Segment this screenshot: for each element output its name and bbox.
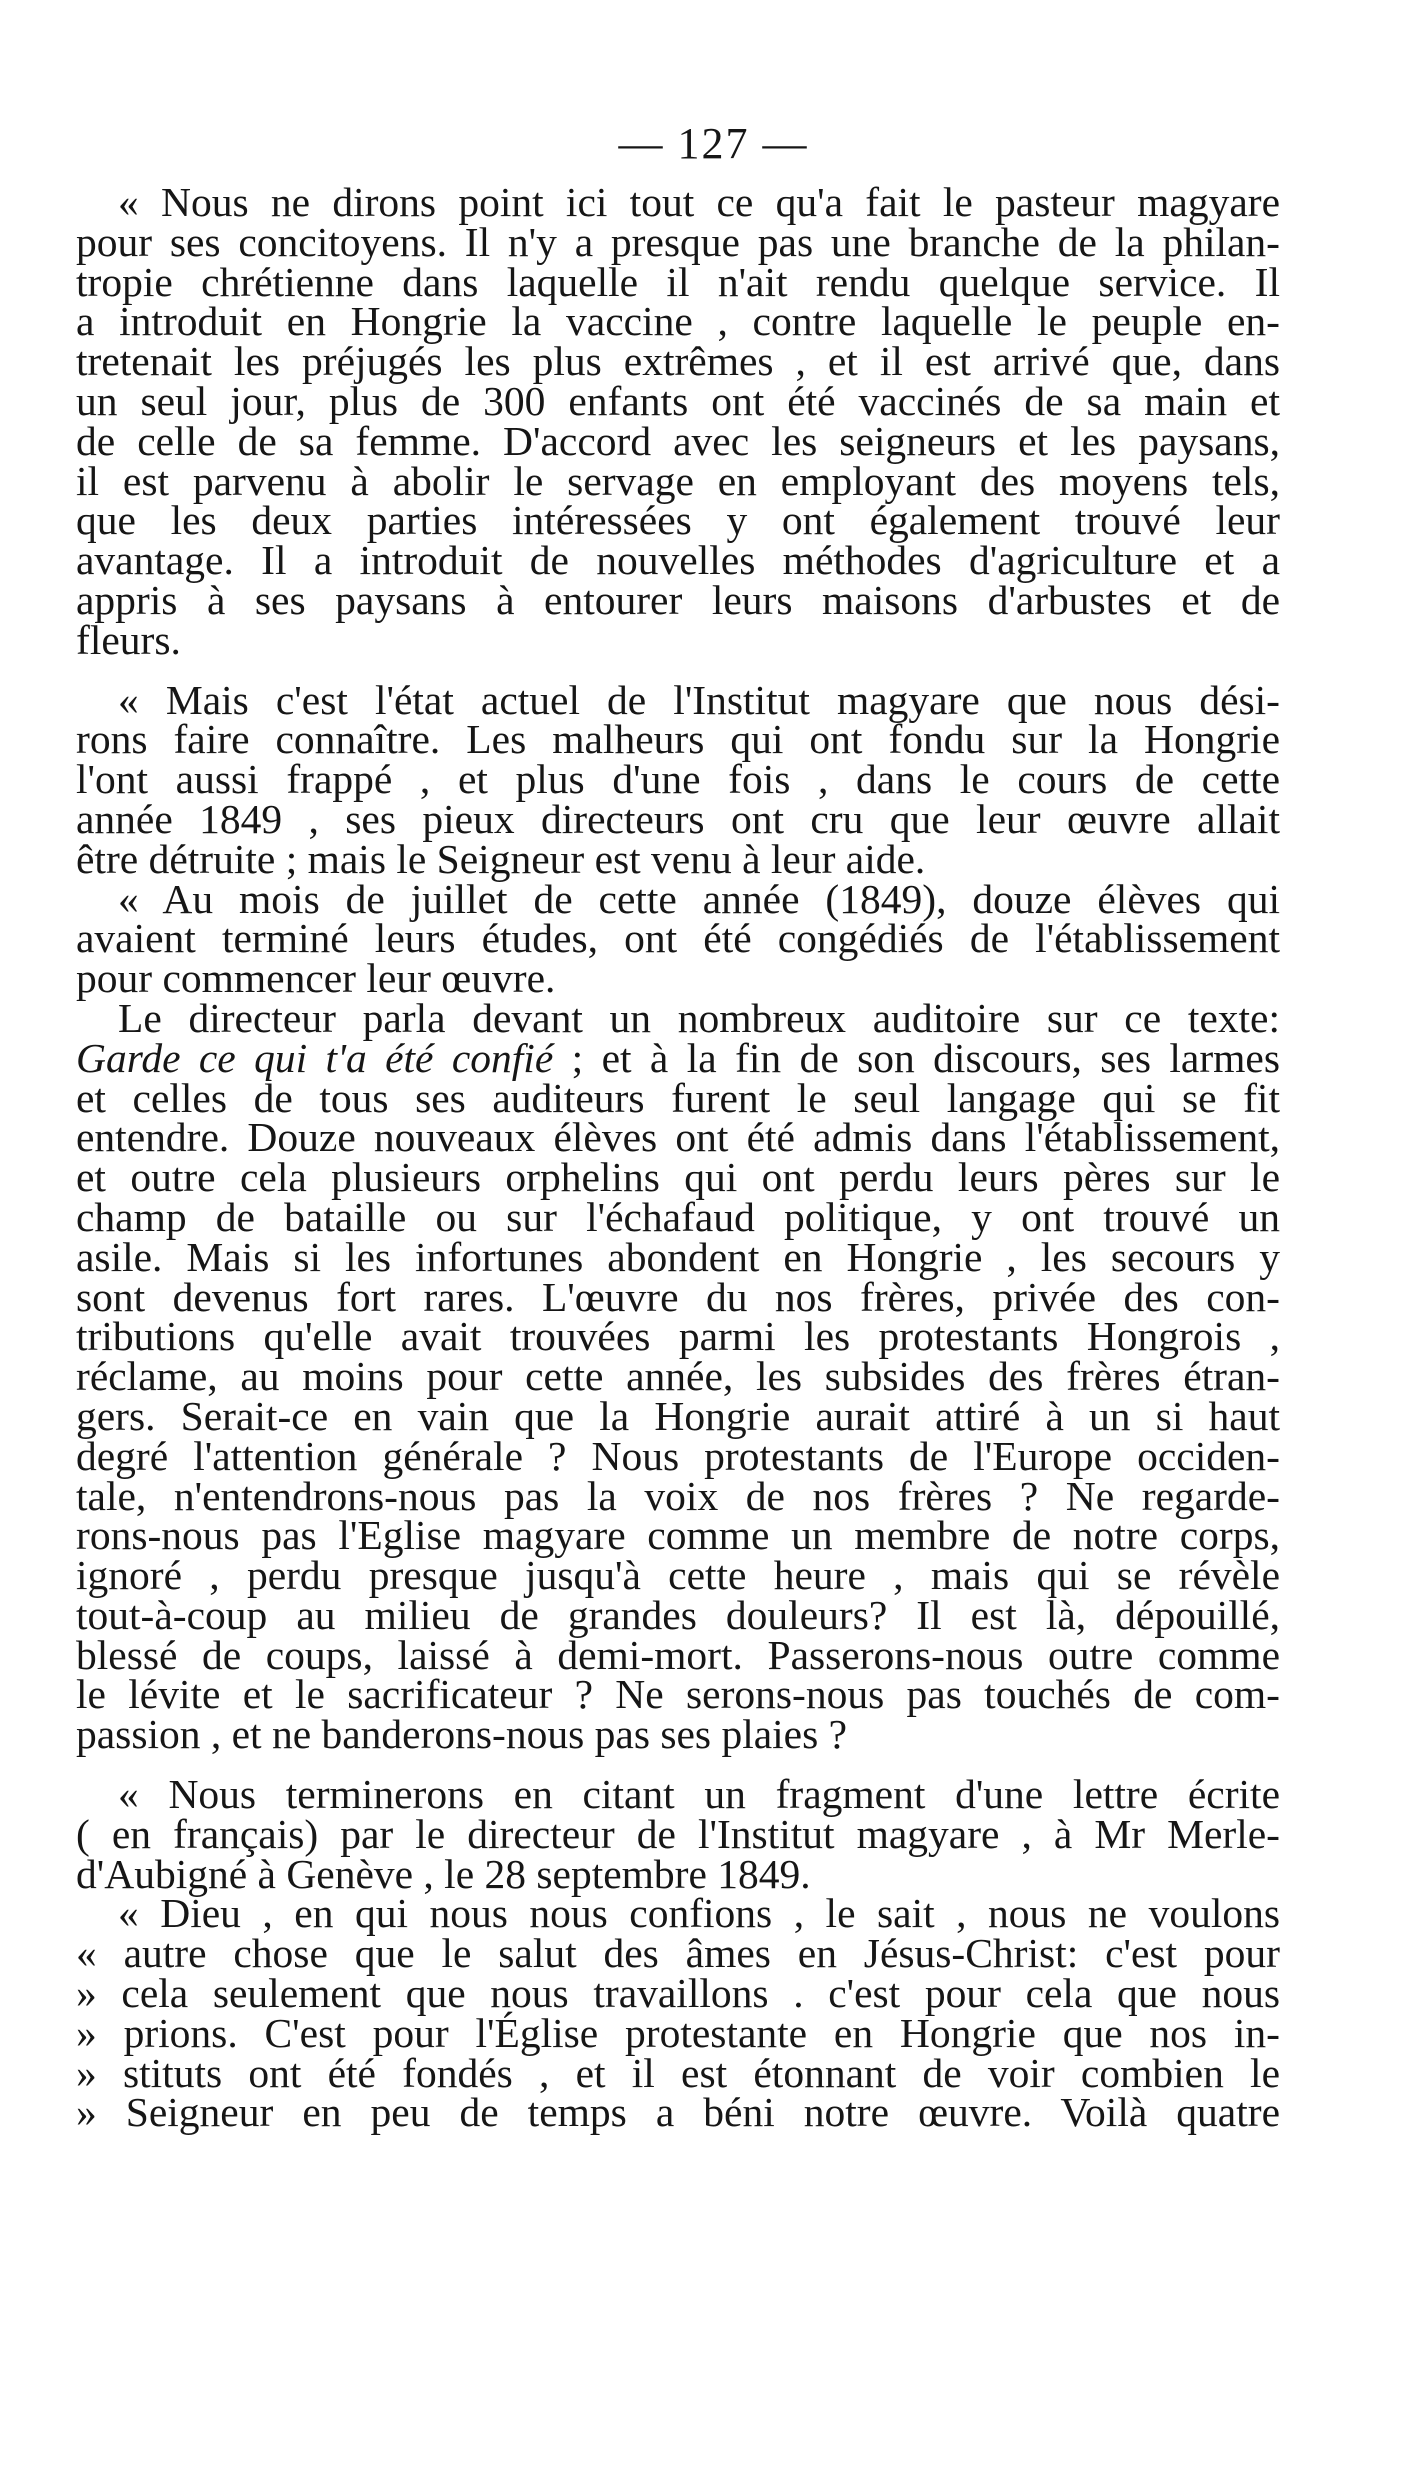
text-line: a introduit en Hongrie la vaccine , contre laquelle le peuple en- (76, 298, 1280, 345)
text-line: rons faire connaître. Les malheurs qui ont fondu sur la Hongrie (76, 716, 1280, 763)
text-line: passion , et ne banderons-nous pas ses plaies ? (76, 1711, 848, 1758)
text-line: que les deux parties intéressées y ont également trouvé leur (76, 497, 1280, 544)
text-line: « Mais c'est l'état actuel de l'Institut magyare que nous dési- (118, 676, 1280, 723)
text-line: champ de bataille ou sur l'échafaud politique, y ont trouvé un (76, 1193, 1280, 1240)
text-line: tout-à-coup au milieu de grandes douleurs? Il est là, dépouillé, (76, 1591, 1280, 1638)
text-line: le lévite et le sacrificateur ? Ne serons-nous pas touchés de com- (76, 1671, 1280, 1718)
text-line: degré l'attention générale ? Nous protestants de l'Europe occiden- (76, 1432, 1280, 1479)
text-line: asile. Mais si les infortunes abondent en Hongrie , les secours y (76, 1233, 1280, 1280)
text-line: un seul jour, plus de 300 enfants ont été vaccinés de sa main et (76, 377, 1280, 424)
page-number: — 127 — (618, 119, 809, 168)
text-line: et outre cela plusieurs orphelins qui ont perdu leurs pères sur le (76, 1154, 1280, 1201)
text-line: il est parvenu à abolir le servage en employant des moyens tels, (76, 457, 1280, 504)
text-line: avaient terminé leurs études, ont été congédiés de l'établissement (76, 915, 1280, 962)
text-line: année 1849 , ses pieux directeurs ont cru que leur œuvre allait (76, 795, 1280, 842)
text-line: » prions. C'est pour l'Église protestante en Hongrie que nos in- (76, 2009, 1280, 2056)
text-line: être détruite ; mais le Seigneur est venu à leur aide. (76, 835, 926, 882)
text-line: » stituts ont été fondés , et il est étonnant de voir combien le (76, 2049, 1280, 2096)
text-line: réclame, au moins pour cette année, les subsides des frères étran- (76, 1353, 1280, 1400)
text-line: « Dieu , en qui nous nous confions , le sait , nous ne voulons (118, 1890, 1280, 1937)
text-line: « Nous terminerons en citant un fragment d'une lettre écrite (118, 1771, 1280, 1818)
text-line: d'Aubigné à Genève , le 28 septembre 1849. (76, 1850, 811, 1897)
text-line: « Au mois de juillet de cette année (1849), douze élèves qui (118, 875, 1280, 922)
text-line: appris à ses paysans à entourer leurs maisons d'arbustes et de (76, 576, 1280, 623)
text-line: pour ses concitoyens. Il n'y a presque pas une branche de la philan- (76, 218, 1280, 265)
text-line: ( en français) par le directeur de l'Institut magyare , à Mr Merle- (76, 1810, 1280, 1857)
text-line: tropie chrétienne dans laquelle il n'ait rendu quelque service. Il (76, 258, 1280, 305)
text-line: Garde ce qui t'a été confié ; et à la fin de son discours, ses larmes (76, 1034, 1280, 1081)
text-line: et celles de tous ses auditeurs furent le seul langage qui se fit (76, 1074, 1280, 1121)
text-line: rons-nous pas l'Eglise magyare comme un membre de notre corps, (76, 1512, 1280, 1559)
text-line: l'ont aussi frappé , et plus d'une fois , dans le cours de cette (76, 756, 1280, 803)
text-line: » Seigneur en peu de temps a béni notre œuvre. Voilà quatre (76, 2089, 1280, 2136)
text-line: sont devenus fort rares. L'œuvre du nos frères, privée des con- (76, 1273, 1280, 1320)
text-line: « Nous ne dirons point ici tout ce qu'a fait le pasteur magyare (118, 179, 1280, 225)
text-line: ignoré , perdu presque jusqu'à cette heure , mais qui se révèle (76, 1552, 1280, 1599)
text-line: gers. Serait-ce en vain que la Hongrie aurait attiré à un si haut (76, 1392, 1280, 1439)
text-line: blessé de coups, laissé à demi-mort. Passerons-nous outre comme (76, 1631, 1280, 1678)
text-line: Le directeur parla devant un nombreux auditoire sur ce texte: (118, 994, 1280, 1041)
body-text (76, 179, 1280, 2136)
text-line: tretenait les préjugés les plus extrêmes , et il est arrivé que, dans (76, 338, 1280, 385)
text-line: » cela seulement que nous travaillons . c'est pour cela que nous (76, 1970, 1280, 2017)
text-line: avantage. Il a introduit de nouvelles méthodes d'agriculture et a (76, 537, 1280, 584)
text-line: tale, n'entendrons-nous pas la voix de nos frères ? Ne regarde- (76, 1472, 1280, 1519)
text-line: tributions qu'elle avait trouvées parmi les protestants Hongrois , (76, 1313, 1280, 1360)
text-line: pour commencer leur œuvre. (76, 955, 556, 1002)
text-line: entendre. Douze nouveaux élèves ont été admis dans l'établissement, (76, 1114, 1280, 1161)
text-line: « autre chose que le salut des âmes en Jésus-Christ: c'est pour (76, 1930, 1280, 1977)
text-line: de celle de sa femme. D'accord avec les seigneurs et les paysans, (76, 417, 1280, 464)
text-line: fleurs. (76, 616, 181, 663)
